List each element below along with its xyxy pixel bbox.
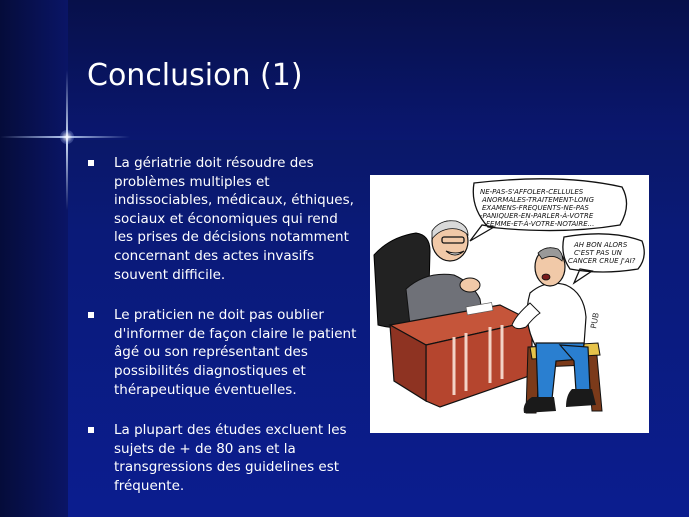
bullet-text: La gériatrie doit résoudre des problèmes multiples et indissociables, médicaux, éthiques, sociaux et économiques qui rend les prises de décisions notamment concernant des actes invasifs souvent difficile. bbox=[114, 155, 354, 283]
patient-bubble-line: C'EST PAS UN bbox=[574, 249, 622, 257]
doctor-bubble-line: ANORMALES-TRAITEMENT-LONG bbox=[482, 196, 595, 204]
bullet-item bbox=[88, 306, 358, 399]
doctor-bubble-line: NE-PAS-S'AFFOLER-CELLULES bbox=[480, 188, 584, 196]
square-bullet-icon bbox=[88, 312, 94, 318]
light-flare-center bbox=[60, 130, 74, 144]
doctor-bubble-line: -PANIQUER-EN-PARLER-À-VOTRE bbox=[480, 212, 594, 220]
slide-title: Conclusion (1) bbox=[87, 58, 303, 93]
patient-mouth bbox=[542, 274, 550, 280]
patient-bubble-line: CANCER CRUE J'AI? bbox=[568, 257, 636, 265]
cartoon-illustration bbox=[370, 175, 649, 433]
bullet-list bbox=[88, 154, 358, 496]
doctor-bubble-line: EXAMENS-FREQUENTS-NE-PAS bbox=[482, 204, 589, 212]
doctor-bubble-line: FEMME-ET-À-VOTRE-NOTAIRE... bbox=[486, 220, 595, 228]
left-band-decoration bbox=[0, 0, 68, 517]
bullet-item bbox=[88, 421, 358, 495]
patient-bubble-line: AH BON ALORS bbox=[574, 241, 628, 249]
bullet-text: Le praticien ne doit pas oublier d'informer de façon claire le patient âgé ou son représentant des possibilités diagnostiques et thérapeutique éventuelles. bbox=[114, 307, 357, 398]
square-bullet-icon bbox=[88, 160, 94, 166]
bullet-item bbox=[88, 154, 358, 284]
doctor-hands bbox=[460, 278, 480, 292]
doctor-patient-cartoon bbox=[370, 175, 649, 433]
bullet-text: La plupart des études excluent les sujets de + de 80 ans et la transgressions des guidelines est fréquente. bbox=[114, 422, 347, 494]
cartoon-signature: PUB bbox=[589, 311, 601, 330]
square-bullet-icon bbox=[88, 427, 94, 433]
patient-shoe bbox=[566, 389, 596, 407]
